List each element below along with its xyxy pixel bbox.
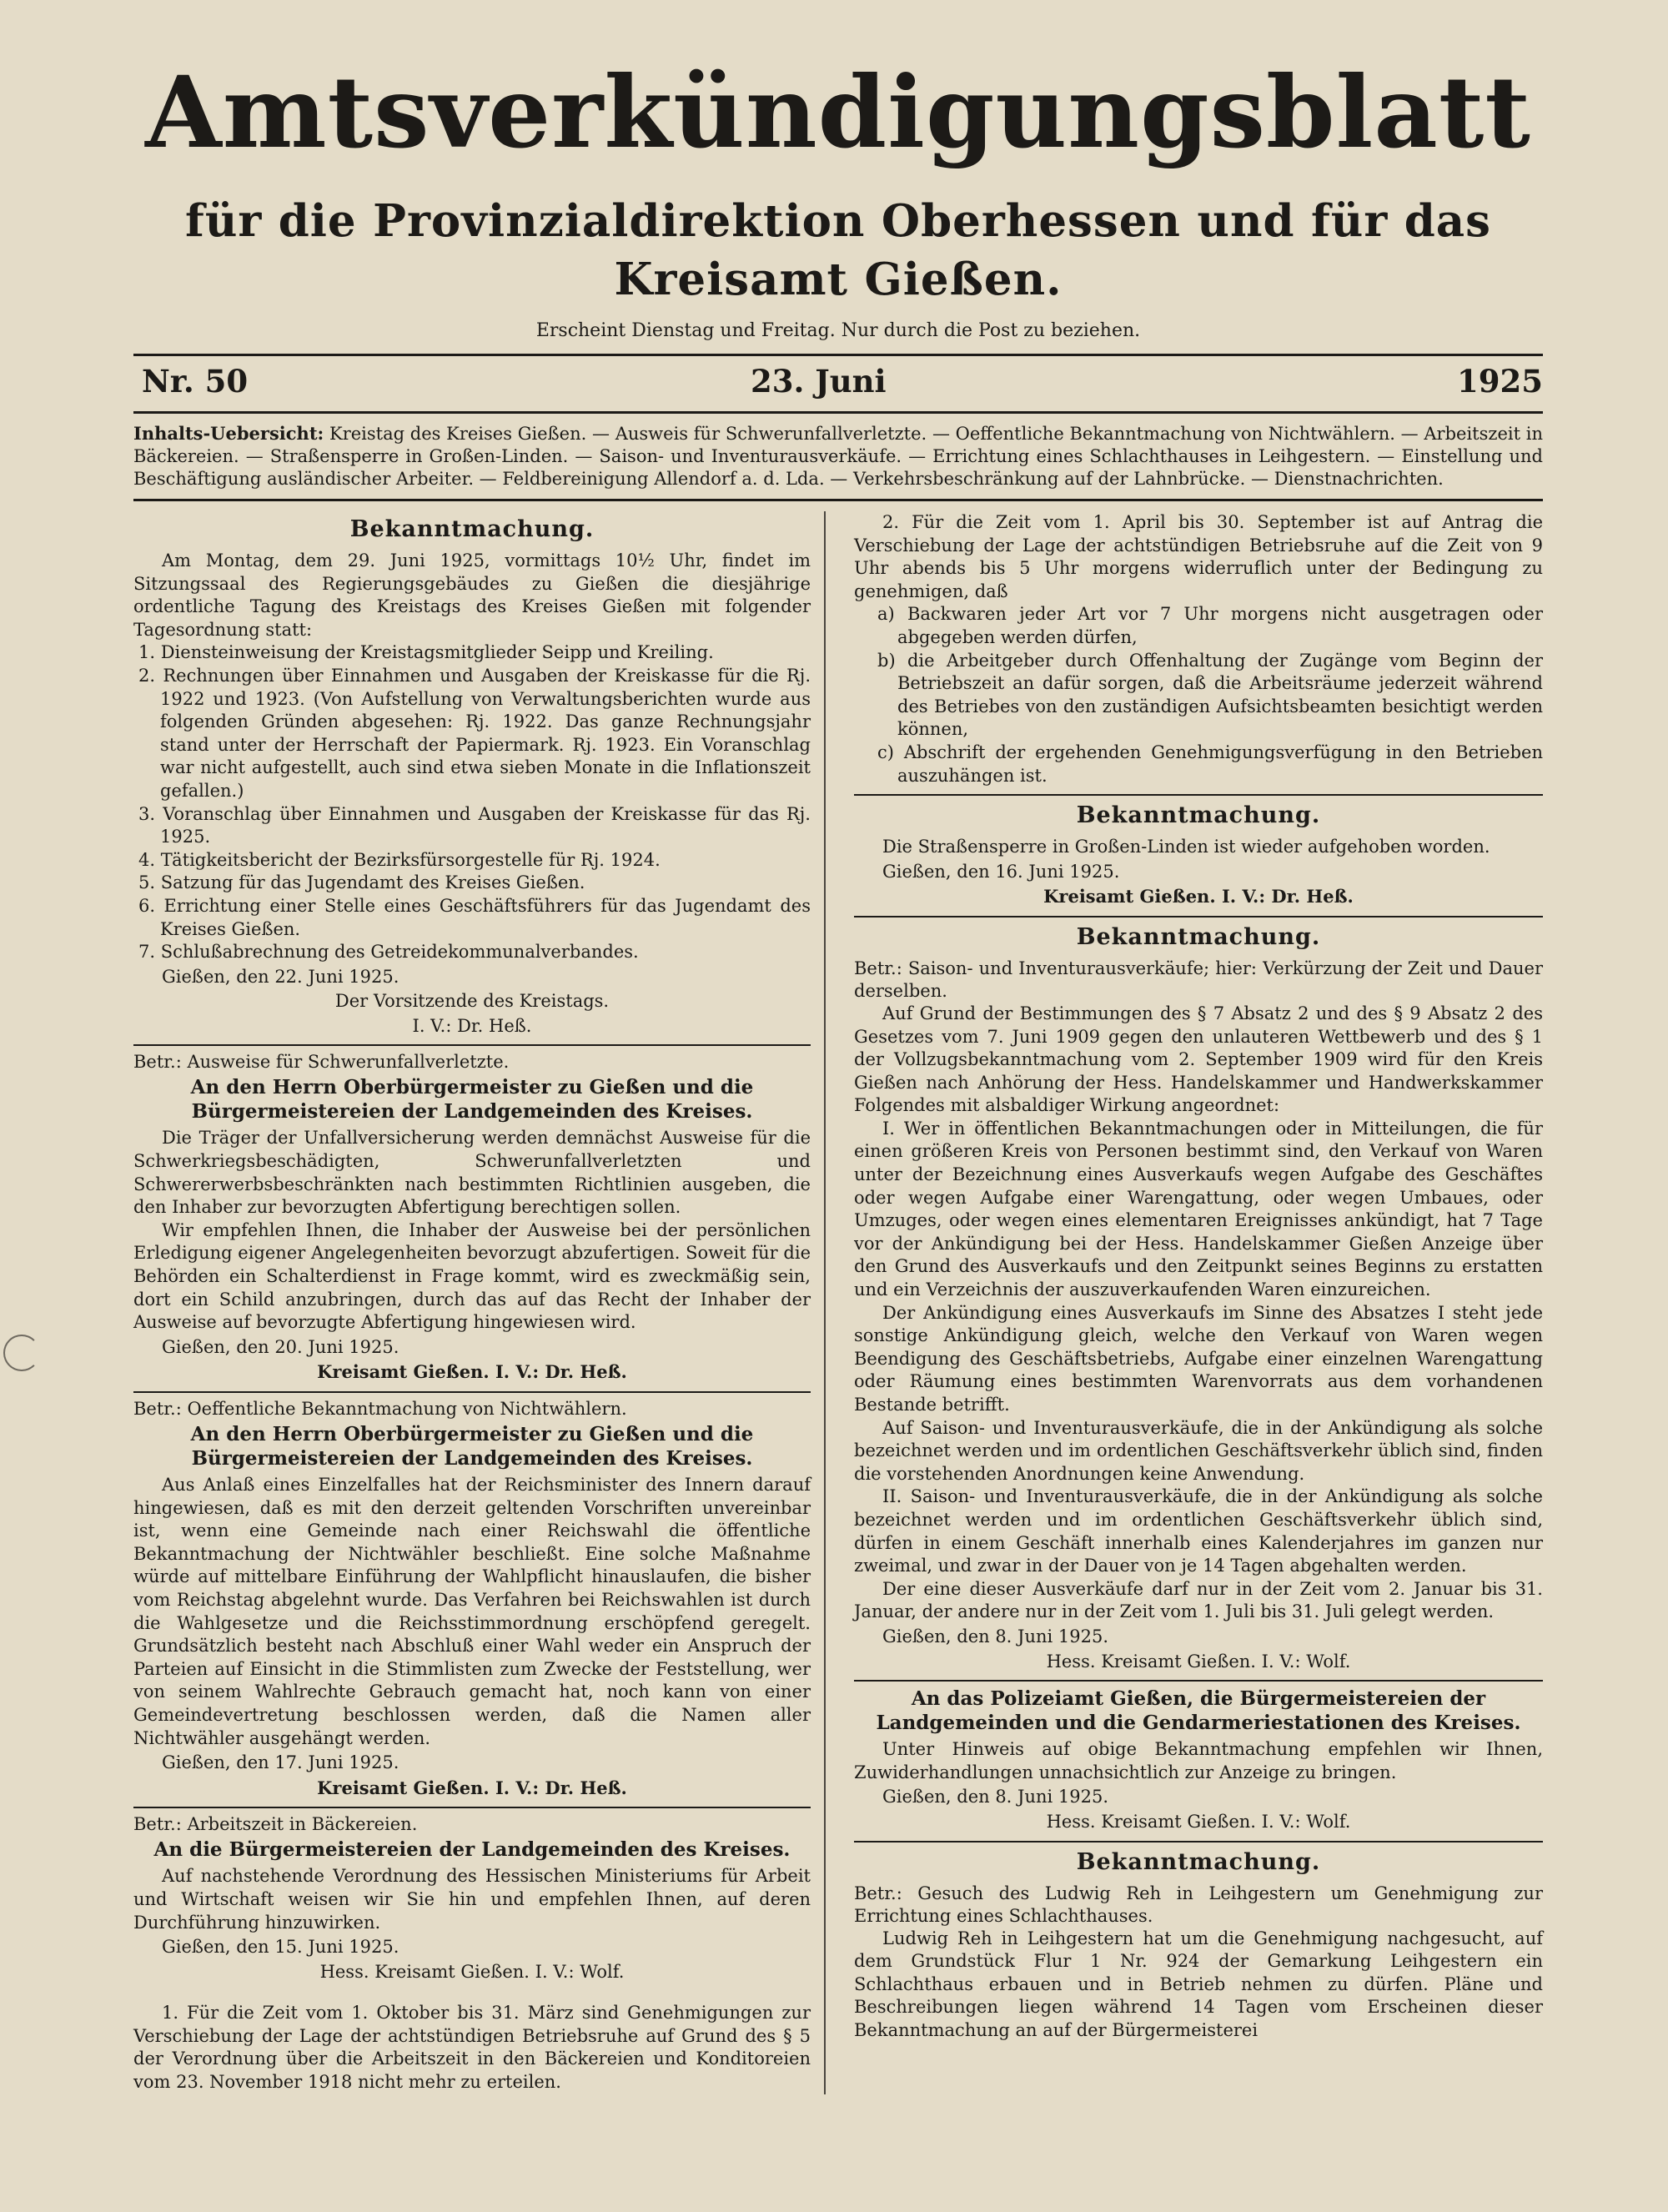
notice-paragraph: Ludwig Reh in Leihgestern hat um die Genehmigung nachgesucht, auf dem Grundstück Flur 1 Nr. 924 der Gemarkung Leihgestern ein Schlachthaus erbauen und in Betrieb nehmen zu dürfen. Pläne und Beschreibungen liegen während 14 Tagen vom Erscheinen dieser Bekanntmachung an auf der Bürgermeisterei xyxy=(854,1928,1543,2040)
masthead-subtitle: für die Provinzialdirektion Oberhessen und für das Kreisamt Gießen. xyxy=(185,195,1491,305)
notice-paragraph: Die Träger der Unfallversicherung werden demnächst Ausweise für die Schwerkriegsbeschädigten, Schwerunfallverletzten und Schwererwerbsbeschränkten nach bestimmten Richtlinien ausgeben, die den Inhaber zur bevorzugten Abfertigung berechtigen sollen. xyxy=(133,1128,811,1218)
notice-signature: Hess. Kreisamt Gießen. I. V.: Wolf. xyxy=(1046,1651,1351,1672)
notice-subject: Betr.: Ausweise für Schwerunfallverletzte. xyxy=(133,1052,510,1073)
notice-paragraph: Auf Saison- und Inventurausverkäufe, die in der Ankündigung als solche bezeichnet werden und im ordentlichen Geschäftsverkehr üblich sind, finden die vorstehenden Anordnungen keine Anwendung. xyxy=(854,1417,1543,1484)
toc-label: Inhalts-Uebersicht: xyxy=(133,423,324,444)
agenda-item: 2. Rechnungen über Einnahmen und Ausgaben der Kreiskasse für die Rj. 1922 und 1923. (Von Aufstellung von Verwaltungsberichten wurde aus folgenden Gründen abgesehen: Rj. 1922. Das ganze Rechnungsjahr stand unter der Herrschaft der Papiermark. Rj. 1923. Ein Voranschlag war nicht aufgestellt, auch sind etwa sieben Monate in die Inflationszeit gefallen.) xyxy=(138,665,811,801)
toc-text: Kreistag des Kreises Gießen. — Ausweis für Schwerunfallverletzte. — Oeffentliche Bekanntmachung von Nichtwählern. — Arbeitszeit in Bäckereien. — Straßensperre in Großen-Linden. — Saison- und Inventurausverkäufe. — Errichtung eines Schlachthauses in Leihgestern. — Einstellung und Beschäftigung ausländischer Arbeiter. — Feldbereinigung Allendorf a. d. Lda. — Verkehrsbeschränkung auf der Lahnbrücke. — Dienstnachrichten. xyxy=(133,424,1543,489)
notice-polizeiamt xyxy=(854,1687,1543,1833)
condition-item: c) Abschrift der ergehenden Genehmigungsverfügung in den Betrieben auszuhängen ist. xyxy=(877,742,1543,786)
masthead-note: Erscheint Dienstag und Freitag. Nur durch die Post zu beziehen. xyxy=(535,320,1141,341)
notice-nichtwaehler xyxy=(133,1398,811,1800)
notice-baeckereien xyxy=(133,1813,811,2094)
notice-saison xyxy=(854,923,1543,1673)
notice-paragraph: Auf nachstehende Verordnung des Hessischen Ministeriums für Arbeit und Wirtschaft weisen wir Sie hin und empfehlen Ihnen, auf deren Durchführung hinzuwirken. xyxy=(133,1866,811,1933)
divider xyxy=(854,794,1543,796)
notice-date: Gießen, den 16. Juni 1925. xyxy=(882,861,1120,882)
notice-ausweise xyxy=(133,1051,811,1385)
agenda-item: 6. Errichtung einer Stelle eines Geschäftsführers für das Jugendamt des Kreises Gießen. xyxy=(138,895,811,939)
notice-address: An das Polizeiamt Gießen, die Bürgermeistereien der Landgemeinden und die Gendarmeriestationen des Kreises. xyxy=(876,1687,1521,1735)
notice-paragraph: Der Ankündigung eines Ausverkaufs im Sinne des Absatzes I steht jede sonstige Ankündigung gleich, welche den Verkauf von Waren wegen Beendigung des Geschäftsbetriebs, Aufgabe einer einzelnen Warengattung oder Räumung eines bestimmten Warenvorrats aus dem vorhandenen Bestande betrifft. xyxy=(854,1302,1543,1415)
issue-year: 1925 xyxy=(1457,363,1543,400)
notice-signature: I. V.: Dr. Heß. xyxy=(412,1015,532,1036)
spacer xyxy=(133,1985,811,2002)
notice-heading: Bekanntmachung. xyxy=(349,516,595,542)
notice-paragraph: Die Straßensperre in Großen-Linden ist wieder aufgehoben worden. xyxy=(882,837,1490,857)
divider xyxy=(133,1044,811,1046)
notice-paragraph: Der eine dieser Ausverkäufe darf nur in der Zeit vom 2. Januar bis 31. Januar, der andere nur in der Zeit vom 1. Juli bis 31. Juli gelegt werden. xyxy=(854,1578,1543,1622)
notice-subject: Betr.: Gesuch des Ludwig Reh in Leihgestern um Genehmigung zur Errichtung eines Schlachthauses. xyxy=(854,1883,1543,1926)
issue-number: Nr. 50 xyxy=(142,363,249,400)
notice-signature: Der Vorsitzende des Kreistags. xyxy=(334,991,610,1012)
signature-text: Kreisamt Gießen. I. V.: Dr. Heß. xyxy=(317,1777,627,1798)
agenda-item: 5. Satzung für das Jugendamt des Kreises Gießen. xyxy=(138,872,585,893)
notice-address: An die Bürgermeistereien der Landgemeinden des Kreises. xyxy=(153,1838,791,1862)
table-of-contents xyxy=(133,414,1543,501)
notice-subject: Betr.: Oeffentliche Bekanntmachung von Nichtwählern. xyxy=(133,1399,627,1419)
notice-paragraph: 2. Für die Zeit vom 1. April bis 30. September ist auf Antrag die Verschiebung der Lage der achtstündigen Betriebsruhe auf die Zeit von 9 Uhr abends bis 5 Uhr morgens widerruflich unter der Bedingung zu genehmigen, daß xyxy=(854,512,1543,601)
left-column xyxy=(133,511,826,2094)
masthead-title: Amtsverkündigungsblatt xyxy=(145,54,1531,170)
notice-paragraph: I. Wer in öffentlichen Bekanntmachungen oder in Mitteilungen, die für einen größeren Kreis von Personen bestimmt sind, den Verkauf von Waren unter der Bezeichnung eines Ausverkaufs wegen Aufgabe des Geschäftes oder wegen Aufgabe einer Warengattung, oder wegen Umbaues, oder Umzuges, oder wegen eines elementaren Ereignisses ankündigt, hat 7 Tage vor der Ankündigung bei der Hess. Handelskammer Gießen Anzeige über den Grund des Ausverkaufs und den Zeitpunkt seines Beginns zu erstatten und ein Verzeichnis der auszuverkaufenden Waren einzureichen. xyxy=(854,1118,1543,1300)
signature-text: Kreisamt Gießen. I. V.: Dr. Heß. xyxy=(1043,886,1354,907)
issue-date: 23. Juni xyxy=(751,363,887,400)
notice-date: Gießen, den 8. Juni 1925. xyxy=(882,1626,1109,1646)
condition-item: b) die Arbeitgeber durch Offenhaltung der Zugänge vom Beginn der Betriebszeit an dafür sorgen, daß die Arbeitsräume jederzeit während des Betriebes von den zuständigen Aufsichtsbeamten besichtigt werden können, xyxy=(877,650,1543,740)
notice-subject: Betr.: Saison- und Inventurausverkäufe; hier: Verkürzung der Zeit und Dauer derselben. xyxy=(854,958,1543,1001)
divider xyxy=(854,1680,1543,1682)
notice-signature xyxy=(133,1777,811,1801)
condition-item: a) Backwaren jeder Art vor 7 Uhr morgens nicht ausgetragen oder abgegeben werden dürfen, xyxy=(877,604,1543,647)
binding-hole-mark xyxy=(3,1335,40,1371)
notice-subject: Betr.: Arbeitszeit in Bäckereien. xyxy=(133,1814,418,1835)
notice-paragraph: II. Saison- und Inventurausverkäufe, die in der Ankündigung als solche bezeichnet werden und im ordentlichen Geschäftsverkehr üblich sind, dürfen in einem Geschäft innerhalb eines Kalenderjahres im ganzen nur zweimal, und zwar in der Dauer von je 14 Tagen abgehalten werden. xyxy=(854,1486,1543,1576)
notice-date: Gießen, den 15. Juni 1925. xyxy=(162,1937,399,1958)
notice-baeckereien-continued xyxy=(854,511,1543,787)
signature-text: Kreisamt Gießen. I. V.: Dr. Heß. xyxy=(317,1361,627,1383)
right-column xyxy=(854,511,1543,2094)
notice-heading: Bekanntmachung. xyxy=(1076,1848,1321,1875)
notice-signature xyxy=(854,885,1543,909)
divider xyxy=(133,1807,811,1808)
condition-list xyxy=(854,603,1543,787)
notice-date: Gießen, den 22. Juni 1925. xyxy=(162,966,399,987)
notice-paragraph: Unter Hinweis auf obige Bekanntmachung empfehlen wir Ihnen, Zuwiderhandlungen unnachsichtlich zur Anzeige zu bringen. xyxy=(854,1739,1543,1782)
notice-heading: Bekanntmachung. xyxy=(1076,802,1321,829)
notice-date: Gießen, den 20. Juni 1925. xyxy=(162,1336,399,1357)
notice-address: An den Herrn Oberbürgermeister zu Gießen und die Bürgermeistereien der Landgemeinden des Kreises. xyxy=(190,1076,754,1124)
divider xyxy=(133,1391,811,1393)
notice-paragraph: Wir empfehlen Ihnen, die Inhaber der Ausweise bei der persönlichen Erledigung eigener Angelegenheiten bevorzugt abzufertigen. Soweit für die Behörden ein Schalterdienst in Frage kommt, wird es zweckmäßig sein, dort ein Schild anzubringen, durch das auf das Recht der Inhaber der Ausweise auf bevorzugte Abfertigung hingewiesen wird. xyxy=(133,1219,811,1333)
notice-kreistag xyxy=(133,515,811,1038)
notice-paragraph: Auf Grund der Bestimmungen des § 7 Absatz 2 und des § 9 Absatz 2 des Gesetzes vom 7. Juni 1909 gegen den unlauteren Wettbewerb und des § 1 der Vollzugsbekanntmachung vom 2. September 1909 wird für den Kreis Gießen nach Anhörung der Hess. Handelskammer und Handwerkskammer Folgendes mit alsbaldiger Wirkung angeordnet: xyxy=(854,1003,1543,1116)
divider xyxy=(854,1841,1543,1842)
agenda-list xyxy=(133,641,811,963)
notice-intro: Am Montag, dem 29. Juni 1925, vormittags 10½ Uhr, findet im Sitzungssaal des Regierungsgebäudes zu Gießen die diesjährige ordentliche Tagung des Kreistags des Kreises Gießen mit folgender Tagesordnung statt: xyxy=(133,550,811,640)
notice-strassensperre xyxy=(854,801,1543,909)
agenda-item: 1. Diensteinweisung der Kreistagsmitglieder Seipp und Kreiling. xyxy=(138,642,714,663)
columns xyxy=(133,511,1543,2094)
notice-signature xyxy=(133,1360,811,1385)
notice-schlachthaus xyxy=(854,1848,1543,2043)
notice-signature: Hess. Kreisamt Gießen. I. V.: Wolf. xyxy=(1046,1811,1351,1832)
issue-line xyxy=(133,354,1543,414)
agenda-item: 3. Voranschlag über Einnahmen und Ausgaben der Kreiskasse für das Rj. 1925. xyxy=(138,803,811,847)
agenda-item: 4. Tätigkeitsbericht der Bezirksfürsorgestelle für Rj. 1924. xyxy=(138,849,661,870)
notice-paragraph: Aus Anlaß eines Einzelfalles hat der Reichsminister des Innern darauf hingewiesen, daß es mit den derzeit geltenden Vorschriften unvereinbar ist, wenn eine Gemeinde nach einer Reichswahl die öffentliche Bekanntmachung der Nichtwähler beschließt. Eine solche Maßnahme würde auf mittelbare Einführung der Wahlpflicht hinauslaufen, die bisher vom Reichstag abgelehnt wurde. Das Verfahren bei Reichswahlen ist durch die Wahlgesetze und die Reichsstimmordnung erschöpfend geregelt. Grundsätzlich besteht nach Abschluß einer Wahl weder ein Anspruch der Parteien auf Einsicht in die Stimmlisten zum Zwecke der Feststellung, wer von seinem Wahlrechte Gebrauch gemacht hat, noch kann von einer Gemeindevertretung beschlossen werden, daß die Namen aller Nichtwähler ausgehängt werden. xyxy=(133,1475,811,1748)
divider xyxy=(854,916,1543,917)
agenda-item: 7. Schlußabrechnung des Getreidekommunalverbandes. xyxy=(138,942,639,963)
notice-address: An den Herrn Oberbürgermeister zu Gießen und die Bürgermeistereien der Landgemeinden des Kreises. xyxy=(190,1423,754,1470)
notice-date: Gießen, den 17. Juni 1925. xyxy=(162,1752,399,1773)
notice-paragraph: 1. Für die Zeit vom 1. Oktober bis 31. März sind Genehmigungen zur Verschiebung der Lage der achtstündigen Betriebsruhe auf Grund des § 5 der Verordnung über die Arbeitszeit in den Bäckereien und Konditoreien vom 23. November 1918 nicht mehr zu erteilen. xyxy=(133,2003,811,2093)
notice-heading: Bekanntmachung. xyxy=(1076,923,1321,950)
notice-date: Gießen, den 8. Juni 1925. xyxy=(882,1787,1109,1807)
notice-signature: Hess. Kreisamt Gießen. I. V.: Wolf. xyxy=(319,1961,625,1982)
